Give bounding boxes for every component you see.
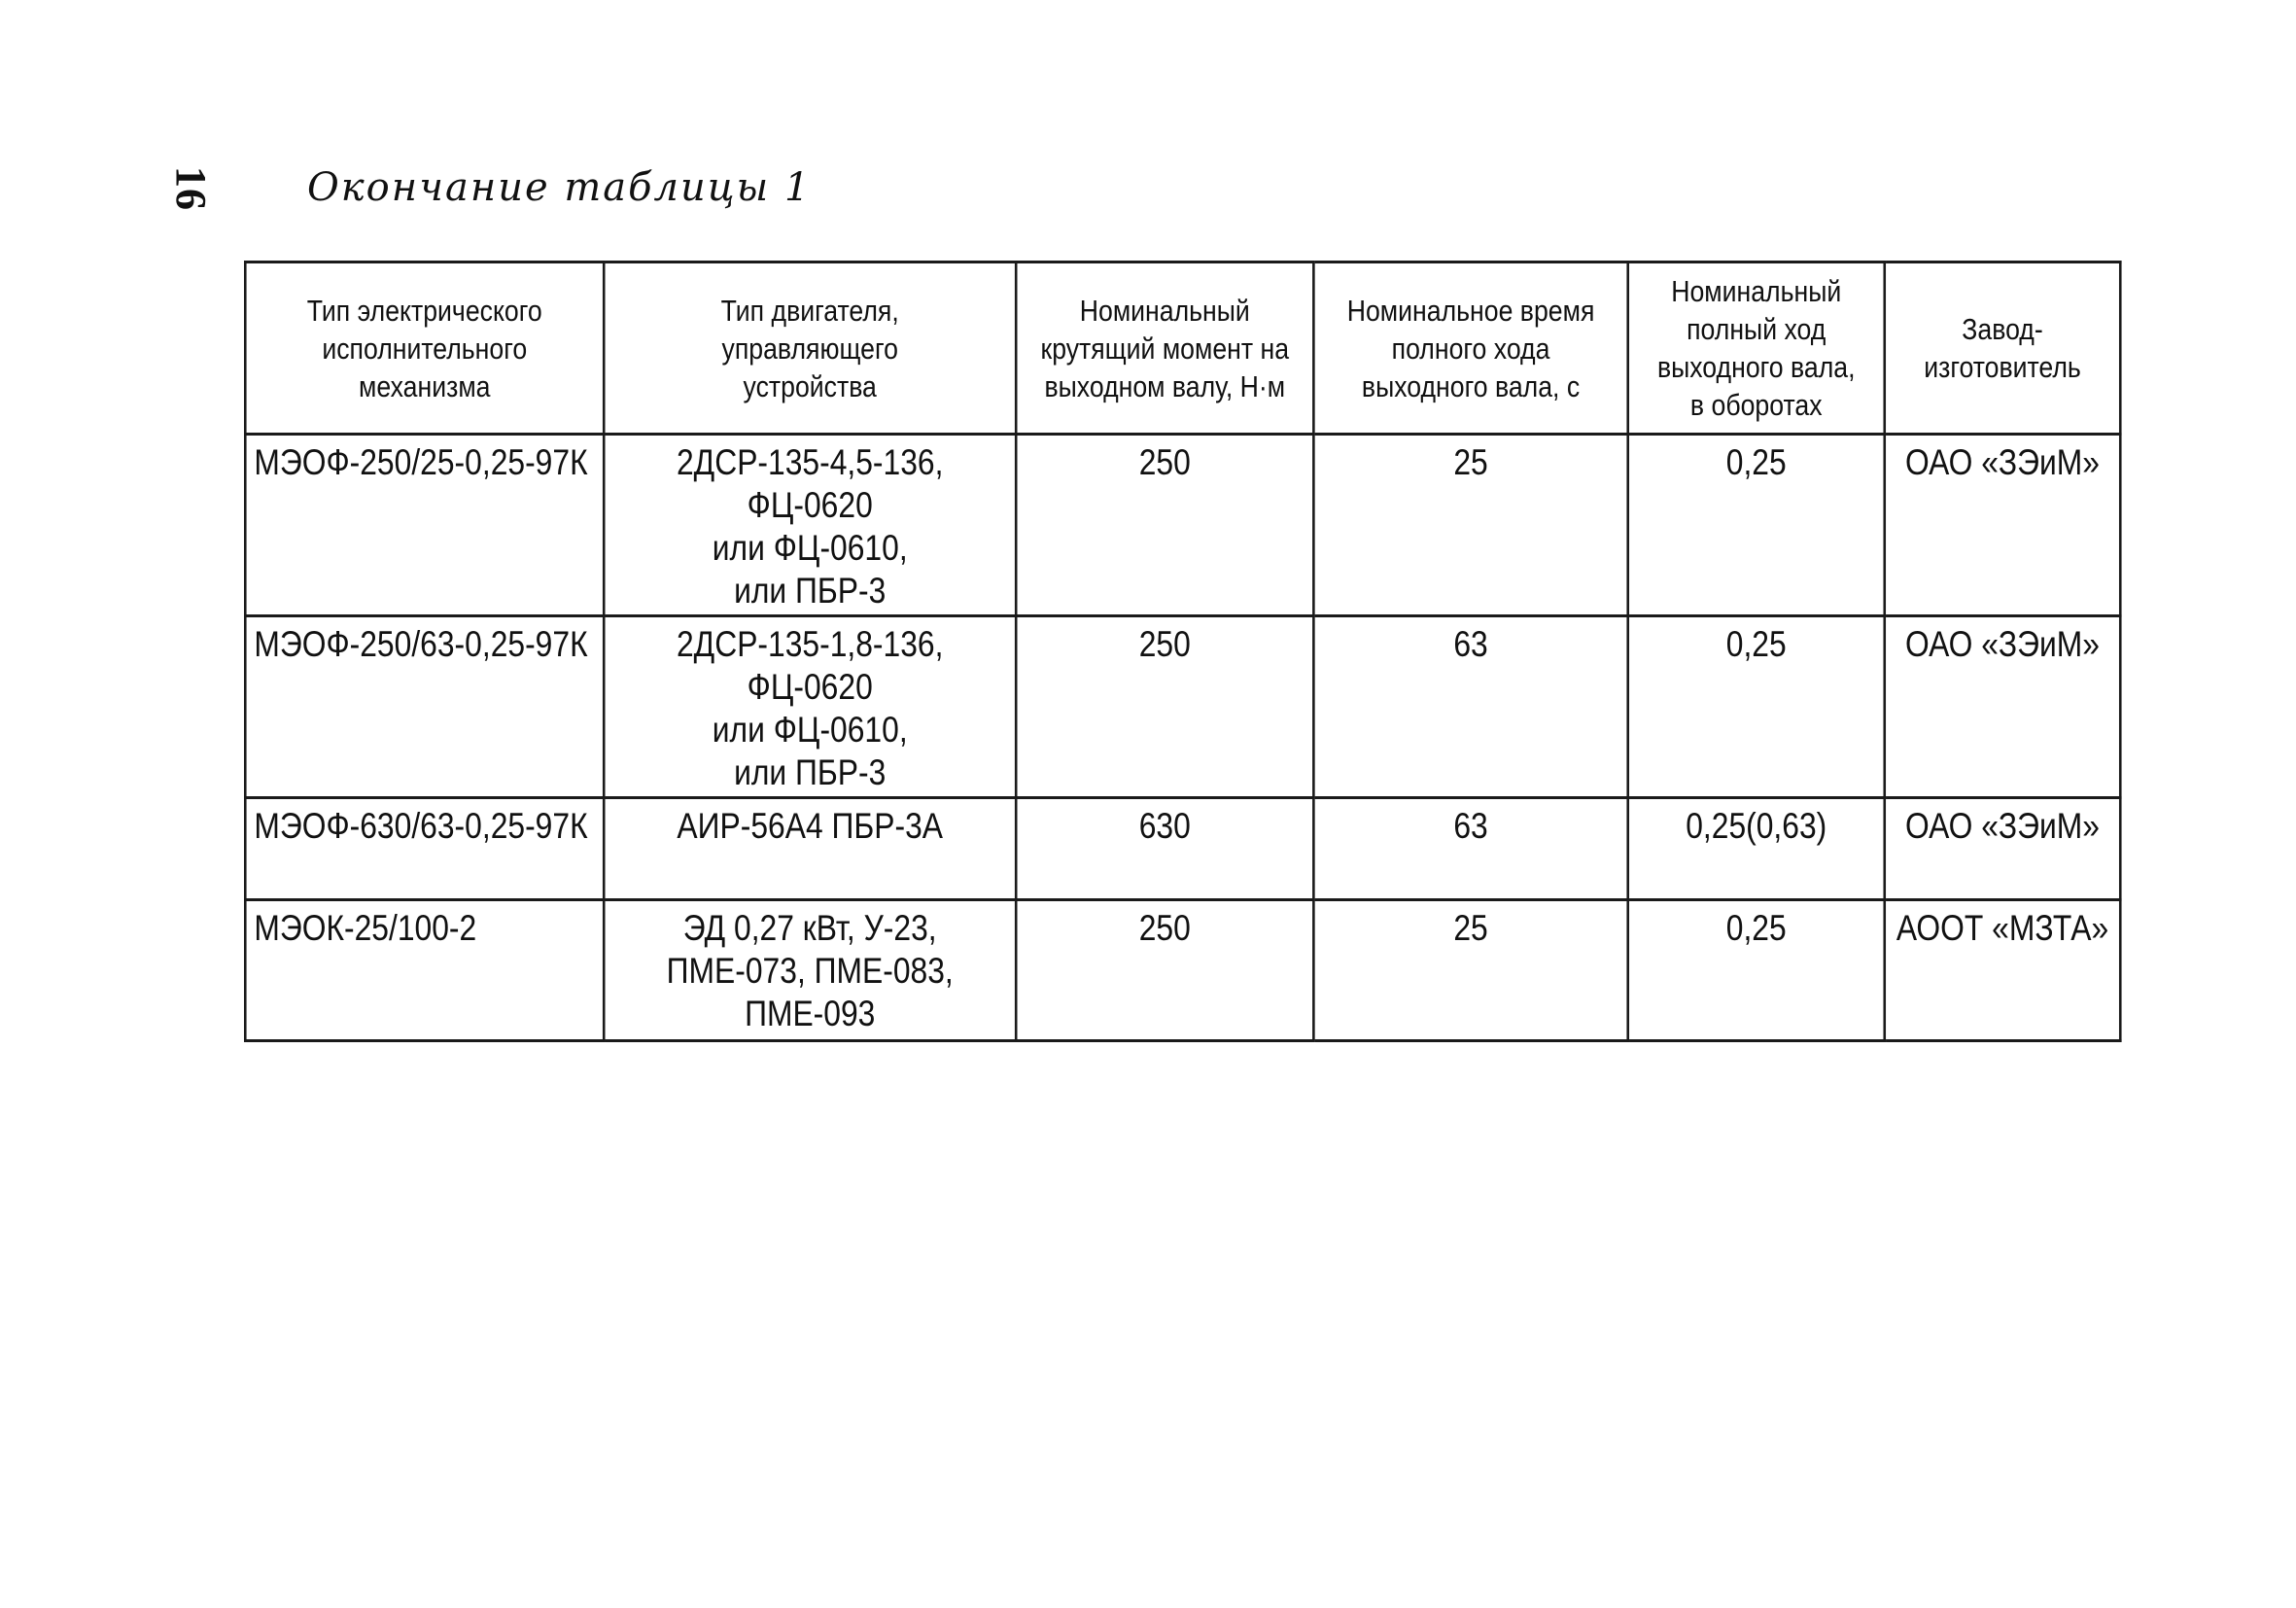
cell-full-stroke-turns: 0,25: [1628, 435, 1885, 616]
cell-motor-type: АИР-56А4 ПБР-3А: [604, 798, 1016, 900]
cell-full-stroke-time: 63: [1313, 798, 1627, 900]
cell-nominal-torque: 250: [1016, 435, 1313, 616]
cell-mechanism-type: МЭОФ-250/63-0,25-97К: [245, 616, 604, 798]
table-row: [245, 900, 2120, 1041]
cell-manufacturer: ОАО «ЗЭиМ»: [1885, 798, 2121, 900]
cell-nominal-torque: 630: [1016, 798, 1313, 900]
header-mechanism-type: Тип электрического исполнительного механизма: [245, 262, 604, 435]
cell-nominal-torque: 250: [1016, 616, 1313, 798]
cell-manufacturer: ОАО «ЗЭиМ»: [1885, 435, 2121, 616]
cell-mechanism-type: МЭОК-25/100-2: [245, 900, 604, 1041]
cell-motor-type: ЭД 0,27 кВт, У-23, ПМЕ-073, ПМЕ-083, ПМЕ-093: [604, 900, 1016, 1041]
header-full-stroke-time: Номинальное время полного хода выходного вала, с: [1313, 262, 1627, 435]
cell-motor-type: 2ДСР-135-4,5-136, ФЦ-0620 или ФЦ-0610, или ПБР-3: [604, 435, 1016, 616]
table-row: [245, 798, 2120, 900]
header-manufacturer: Завод- изготовитель: [1885, 262, 2121, 435]
table-row: [245, 616, 2120, 798]
cell-full-stroke-turns: 0,25(0,63): [1628, 798, 1885, 900]
cell-full-stroke-time: 63: [1313, 616, 1627, 798]
cell-manufacturer: АООТ «МЗТА»: [1885, 900, 2121, 1041]
header-motor-type: Тип двигателя, управляющего устройства: [604, 262, 1016, 435]
cell-full-stroke-turns: 0,25: [1628, 616, 1885, 798]
cell-mechanism-type: МЭОФ-250/25-0,25-97К: [245, 435, 604, 616]
page-number: 16: [167, 166, 215, 211]
specifications-table: [244, 261, 2122, 1042]
cell-manufacturer: ОАО «ЗЭиМ»: [1885, 616, 2121, 798]
cell-motor-type: 2ДСР-135-1,8-136, ФЦ-0620 или ФЦ-0610, или ПБР-3: [604, 616, 1016, 798]
cell-full-stroke-time: 25: [1313, 435, 1627, 616]
table-header-row: [245, 262, 2120, 435]
header-full-stroke-turns: Номинальный полный ход выходного вала, в оборотах: [1628, 262, 1885, 435]
cell-full-stroke-time: 25: [1313, 900, 1627, 1041]
cell-full-stroke-turns: 0,25: [1628, 900, 1885, 1041]
header-nominal-torque: Номинальный крутящий момент на выходном валу, Н·м: [1016, 262, 1313, 435]
table-row: [245, 435, 2120, 616]
table-caption: Окончание таблицы 1: [307, 165, 812, 210]
cell-mechanism-type: МЭОФ-630/63-0,25-97К: [245, 798, 604, 900]
cell-nominal-torque: 250: [1016, 900, 1313, 1041]
